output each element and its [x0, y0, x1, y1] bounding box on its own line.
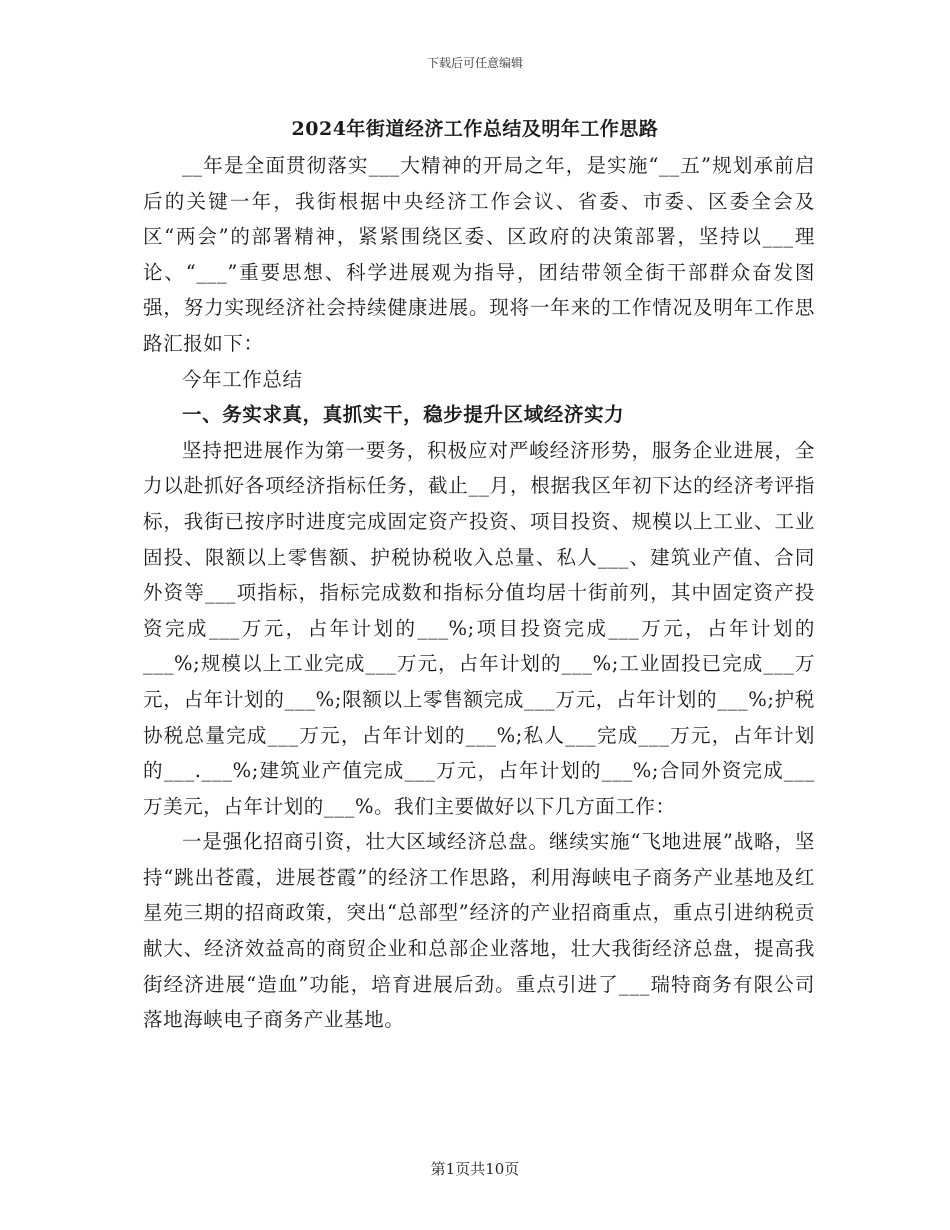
- paragraph-subheading: 今年工作总结: [182, 367, 303, 391]
- paragraph-indicators: 坚持把进展作为第一要务，积极应对严峻经济形势，服务企业进展，全力以赴抓好各项经济指标任务，截止__月，根据我区年初下达的经济考评指标，我街已按序时进度完成固定资产投资、项目投资、规模以上工业、工业固投、限额以上零售额、护税协税收入总量、私人___、建筑业产值、合同外资等___项指标，指标完成数和指标分值均居十街前列，其中固定资产投资完成___万元，占年计划的___%;项目投资完成___万元，占年计划的___%;规模以上工业完成___万元，占年计划的___%;工业固投已完成___万元，占年计划的___%;限额以上零售额完成___万元，占年计划的___%;护税协税总量完成___万元，占年计划的___%;私人___完成___万元，占年计划的___.___%;建筑业产值完成___万元，占年计划的___%;合同外资完成___万美元，占年计划的___%。我们主要做好以下几方面工作：: [143, 438, 815, 818]
- page-footer: 第1页共10页: [430, 1160, 520, 1178]
- paragraph-investment: 一是强化招商引资，壮大区域经济总盘。继续实施“飞地进展”战略，坚持“跳出苍霞，进展苍霞”的经济工作思路，利用海峡电子商务产业基地及红星苑三期的招商政策，突出“总部型”经济的产业招商重点，重点引进纳税贡献大、经济效益高的商贸企业和总部企业落地，壮大我街经济总盘，提高我街经济进展“造血”功能，培育进展后劲。重点引进了___瑞特商务有限公司落地海峡电子商务产业基地。: [143, 830, 815, 1032]
- document-title: 2024年街道经济工作总结及明年工作思路: [291, 118, 659, 140]
- header-note: 下载后可任意编辑: [426, 56, 523, 70]
- document-body: [143, 148, 815, 1038]
- section-heading-1: 一、务实求真，真抓实干，稳步提升区域经济实力: [182, 403, 625, 427]
- paragraph-intro: __年是全面贯彻落实___大精神的开局之年，是实施“__五”规划承前启后的关键一年，我街根据中央经济工作会议、省委、市委、区委全会及区“两会”的部署精神，紧紧围绕区委、区政府的决策部署，坚持以___理论、“___”重要思想、科学进展观为指导，团结带领全街干部群众奋发图强，努力实现经济社会持续健康进展。现将一年来的工作情况及明年工作思路汇报如下：: [143, 154, 815, 355]
